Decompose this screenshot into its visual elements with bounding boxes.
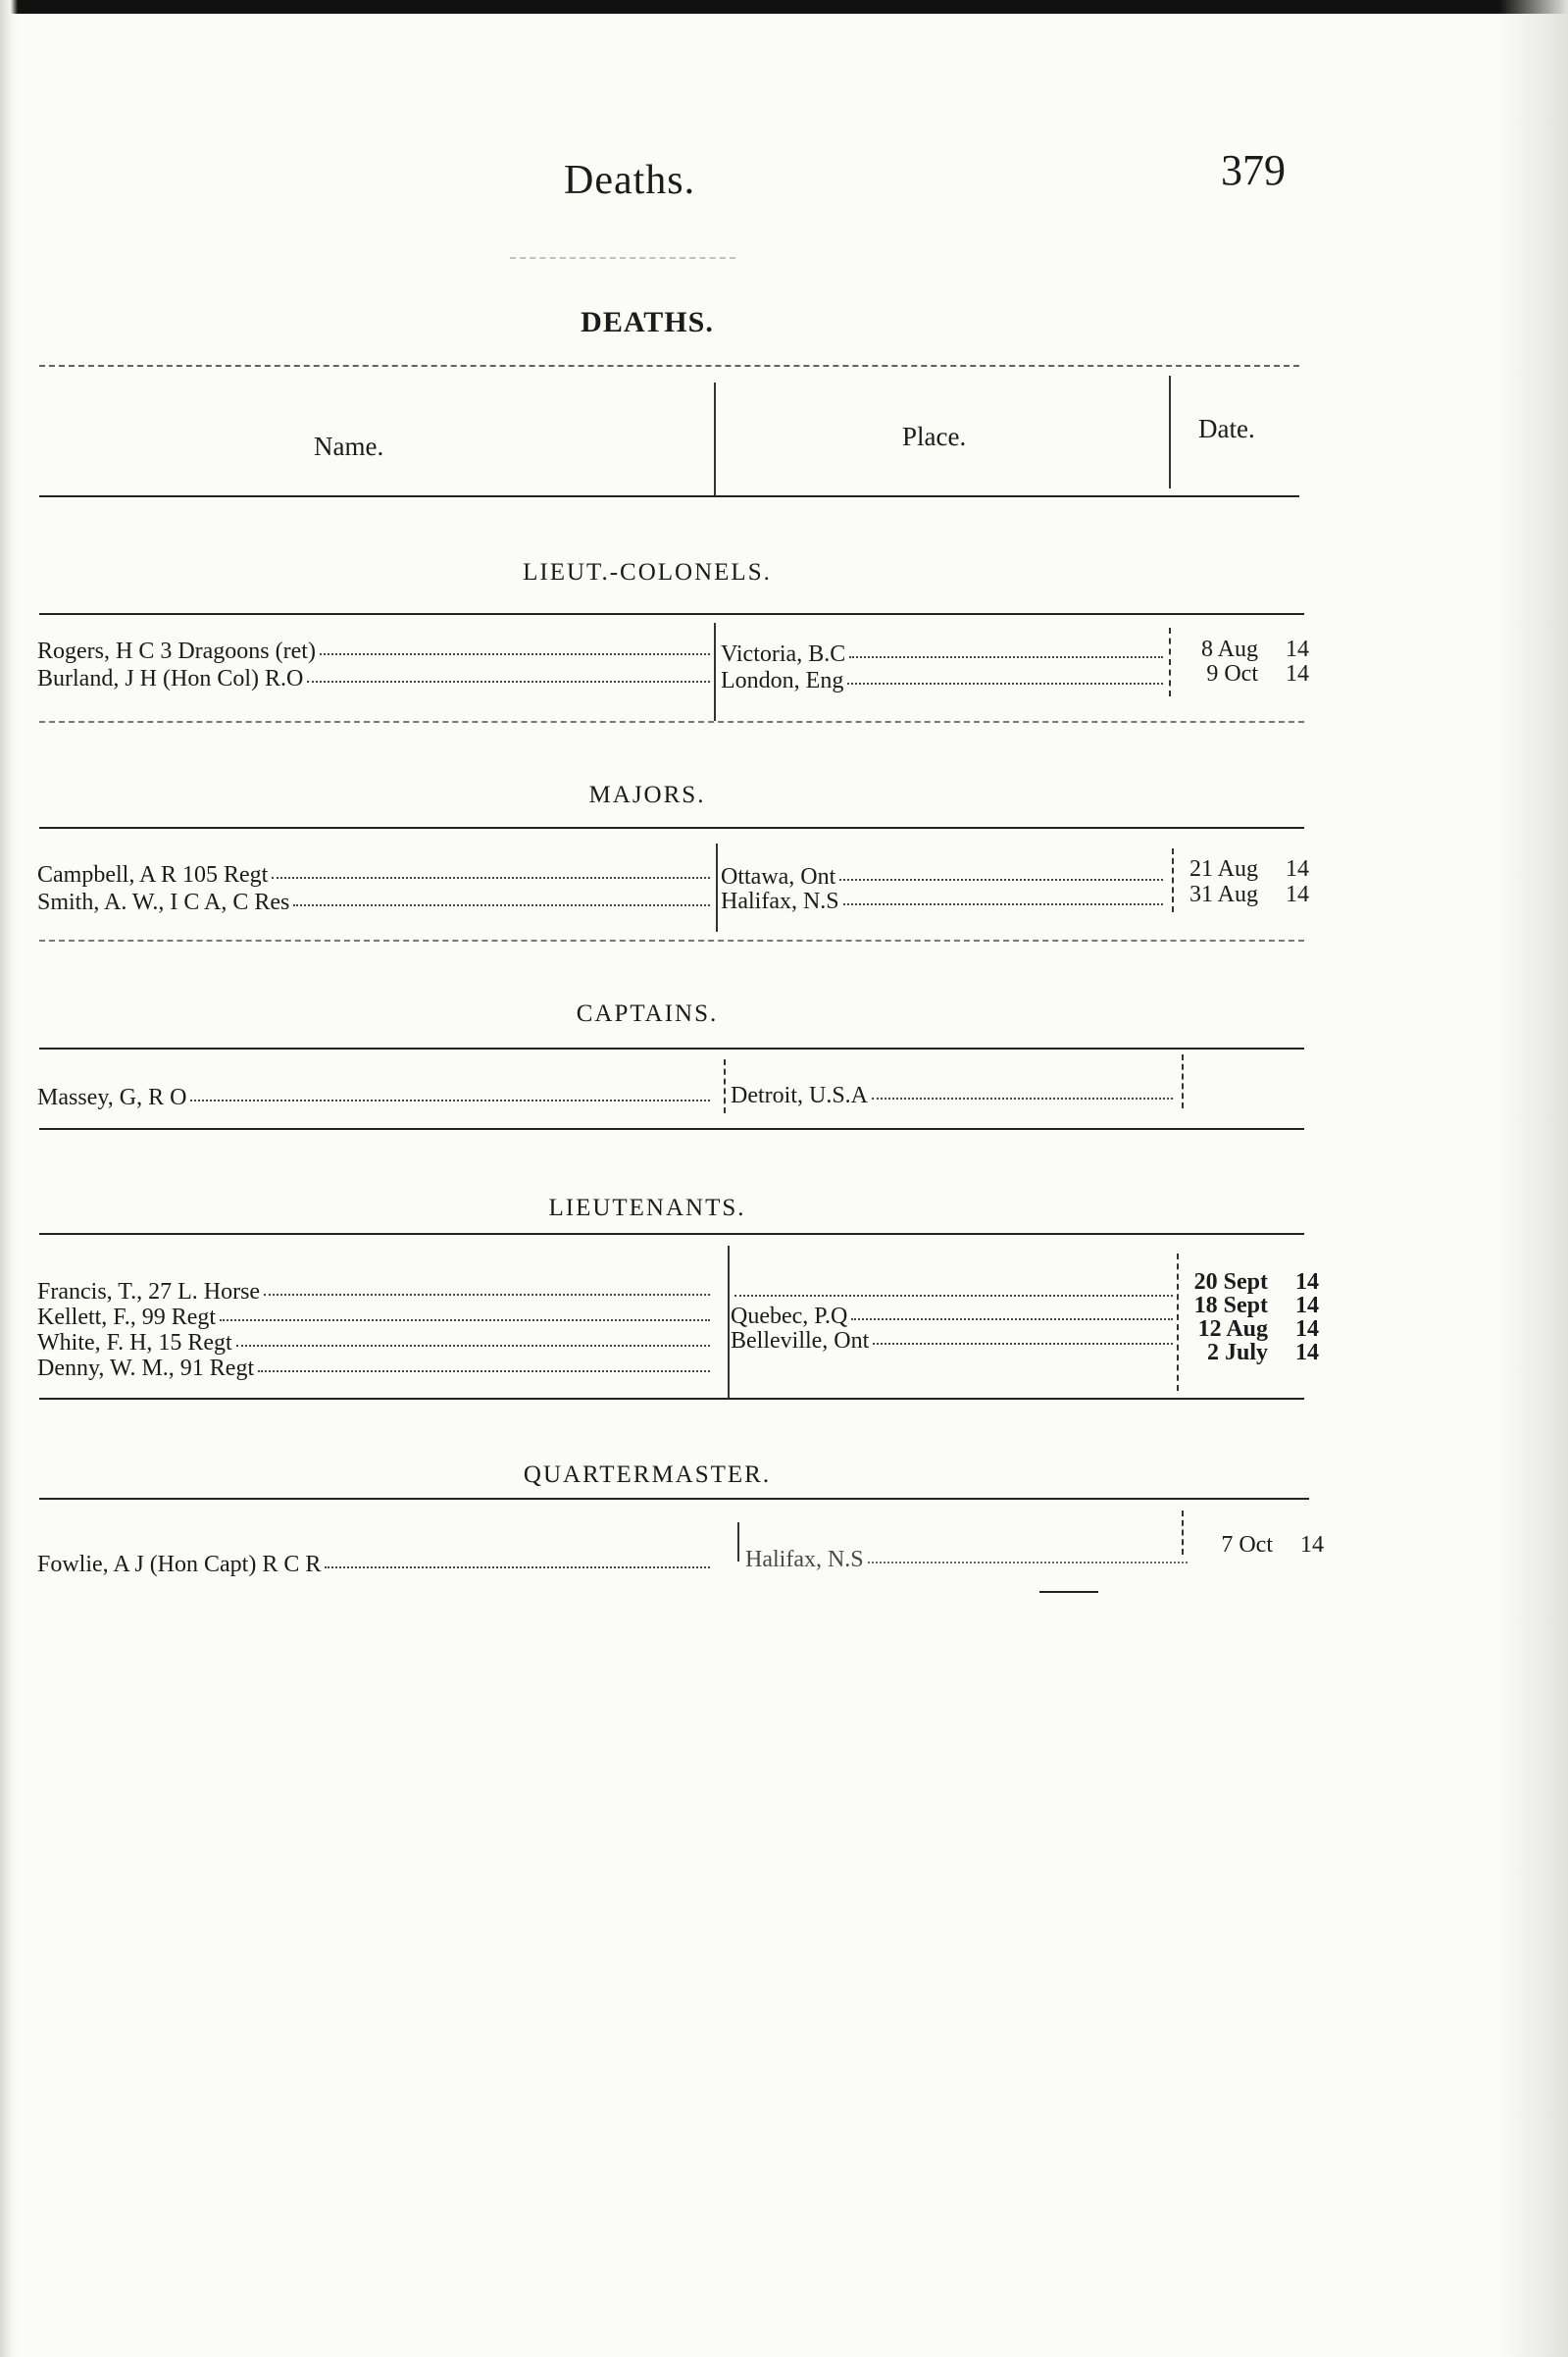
page-number: 379 <box>1221 146 1286 194</box>
table-top-rule <box>39 365 1299 367</box>
entry-date-day: 31 Aug <box>1189 882 1258 907</box>
entry-place-text: Halifax, N.S <box>745 1547 864 1572</box>
group-title-lieutenants: LIEUTENANTS. <box>548 1195 746 1221</box>
entry-name-text: Campbell, A R 105 Regt <box>37 862 269 888</box>
entry-date-year: 14 <box>1295 1316 1319 1342</box>
entry-date <box>1182 1294 1319 1317</box>
entry-name <box>37 1553 714 1576</box>
entry-date-year: 14 <box>1295 1269 1319 1295</box>
group-rule <box>39 1048 1304 1050</box>
column-divider <box>1182 1054 1184 1108</box>
column-divider <box>714 623 716 721</box>
leader-dots <box>847 669 1163 685</box>
leader-dots <box>849 642 1163 658</box>
entry-name-text: Fowlie, A J (Hon Capt) R C R <box>37 1552 322 1577</box>
entry-place <box>731 1329 1177 1353</box>
leader-dots <box>293 891 710 906</box>
column-divider <box>737 1522 739 1562</box>
entry-date-day: 20 Sept <box>1193 1269 1268 1295</box>
entry-place-text: Quebec, P.Q <box>731 1304 848 1329</box>
entry-place-text: Belleville, Ont <box>731 1328 870 1354</box>
entry-date <box>1172 662 1309 686</box>
leader-dots <box>872 1084 1173 1100</box>
group-rule <box>39 1233 1304 1235</box>
entry-date <box>1182 1270 1319 1294</box>
entry-name <box>37 863 714 887</box>
column-divider <box>1169 628 1171 696</box>
entry-name-text: Francis, T., 27 L. Horse <box>37 1279 261 1305</box>
entry-name <box>37 891 714 914</box>
section-title: DEATHS. <box>581 306 714 338</box>
entry-date-year: 14 <box>1286 882 1309 907</box>
entry-name <box>37 640 714 663</box>
group-title-quartermaster: QUARTERMASTER. <box>523 1461 772 1488</box>
entry-place <box>731 1281 1177 1303</box>
entry-name-text: Denny, W. M., 91 Regt <box>37 1356 255 1381</box>
entry-place <box>721 865 1167 889</box>
entry-name-text: Massey, G, R O <box>37 1085 187 1110</box>
entry-date-year: 14 <box>1286 661 1309 687</box>
column-header-name: Name. <box>314 432 384 461</box>
entry-place <box>745 1548 1191 1571</box>
leader-dots <box>220 1306 710 1321</box>
leader-dots <box>307 667 710 683</box>
leader-dots <box>190 1086 710 1102</box>
end-rule <box>1039 1591 1098 1593</box>
entry-date-year: 14 <box>1286 856 1309 882</box>
entry-date-day: 21 Aug <box>1189 856 1258 882</box>
entry-date-year: 14 <box>1295 1340 1319 1365</box>
entry-place <box>721 890 1167 913</box>
entry-date <box>1172 857 1309 881</box>
entry-place <box>721 669 1167 692</box>
running-head: Deaths. <box>564 158 696 203</box>
group-rule <box>39 827 1304 829</box>
entry-date <box>1182 1341 1319 1364</box>
entry-date-year: 14 <box>1286 637 1309 662</box>
entry-name-text: Rogers, H C 3 Dragoons (ret) <box>37 639 316 664</box>
entry-date-year: 14 <box>1300 1532 1324 1558</box>
entry-date-day: 18 Sept <box>1193 1293 1268 1318</box>
entry-name <box>37 667 714 691</box>
page-right-edge <box>1499 0 1568 2357</box>
entry-name <box>37 1280 714 1304</box>
group-title-captains: CAPTAINS. <box>576 1000 719 1027</box>
group-title-majors: MAJORS. <box>588 782 706 808</box>
page-top-edge <box>0 0 1568 14</box>
leader-dots <box>320 640 710 655</box>
entry-place-text: London, Eng <box>721 668 844 693</box>
leader-dots <box>258 1357 710 1372</box>
group-bottom-rule <box>39 940 1304 942</box>
entry-date-year: 14 <box>1295 1293 1319 1318</box>
leader-dots <box>734 1281 1173 1297</box>
column-divider <box>728 1246 730 1398</box>
entry-name <box>37 1306 714 1329</box>
entry-date-day: 7 Oct <box>1221 1532 1273 1558</box>
entry-place-text: Victoria, B.C <box>721 641 846 667</box>
header-divider-1 <box>714 383 716 495</box>
header-bottom-rule <box>39 495 1299 497</box>
entry-place-text: Halifax, N.S <box>721 889 839 914</box>
entry-date <box>1182 1317 1319 1341</box>
entry-name <box>37 1331 714 1355</box>
leader-dots <box>843 890 1163 905</box>
group-bottom-rule <box>39 1398 1304 1400</box>
entry-place <box>731 1305 1177 1328</box>
group-bottom-rule <box>39 721 1304 723</box>
leader-dots <box>236 1331 710 1347</box>
column-divider <box>1177 1254 1179 1391</box>
column-divider <box>716 844 718 932</box>
entry-name <box>37 1086 714 1109</box>
column-header-date: Date. <box>1198 414 1255 443</box>
entry-place <box>721 642 1167 666</box>
column-divider <box>724 1059 726 1113</box>
entry-name-text: White, F. H, 15 Regt <box>37 1330 232 1356</box>
entry-place-text: Detroit, U.S.A <box>731 1083 868 1108</box>
group-rule <box>39 1498 1309 1500</box>
entry-name-text: Kellett, F., 99 Regt <box>37 1305 217 1330</box>
page-left-edge <box>0 0 18 2357</box>
entry-date-day: 8 Aug <box>1200 637 1258 662</box>
group-rule <box>39 613 1304 615</box>
leader-dots <box>868 1548 1188 1563</box>
leader-dots <box>325 1553 710 1568</box>
entry-date <box>1187 1533 1324 1557</box>
leader-dots <box>264 1280 710 1296</box>
leader-dots <box>839 865 1163 881</box>
group-bottom-rule <box>39 1128 1304 1130</box>
entry-date <box>1172 638 1309 661</box>
group-title-lieut-colonels: LIEUT.-COLONELS. <box>523 559 772 586</box>
entry-place-text: Ottawa, Ont <box>721 864 836 890</box>
leader-dots <box>873 1329 1173 1345</box>
entry-date-day: 2 July <box>1206 1340 1268 1365</box>
column-header-place: Place. <box>902 422 967 451</box>
entry-name-text: Smith, A. W., I C A, C Res <box>37 890 290 915</box>
entry-place <box>731 1084 1177 1107</box>
entry-date <box>1172 883 1309 906</box>
entry-date-day: 9 Oct <box>1206 661 1258 687</box>
leader-dots <box>851 1305 1173 1320</box>
entry-name-text: Burland, J H (Hon Col) R.O <box>37 666 304 692</box>
entry-date-day: 12 Aug <box>1197 1316 1268 1342</box>
entry-name <box>37 1357 714 1380</box>
leader-dots <box>272 863 710 879</box>
header-divider-2 <box>1169 376 1171 488</box>
head-rule <box>510 257 735 259</box>
